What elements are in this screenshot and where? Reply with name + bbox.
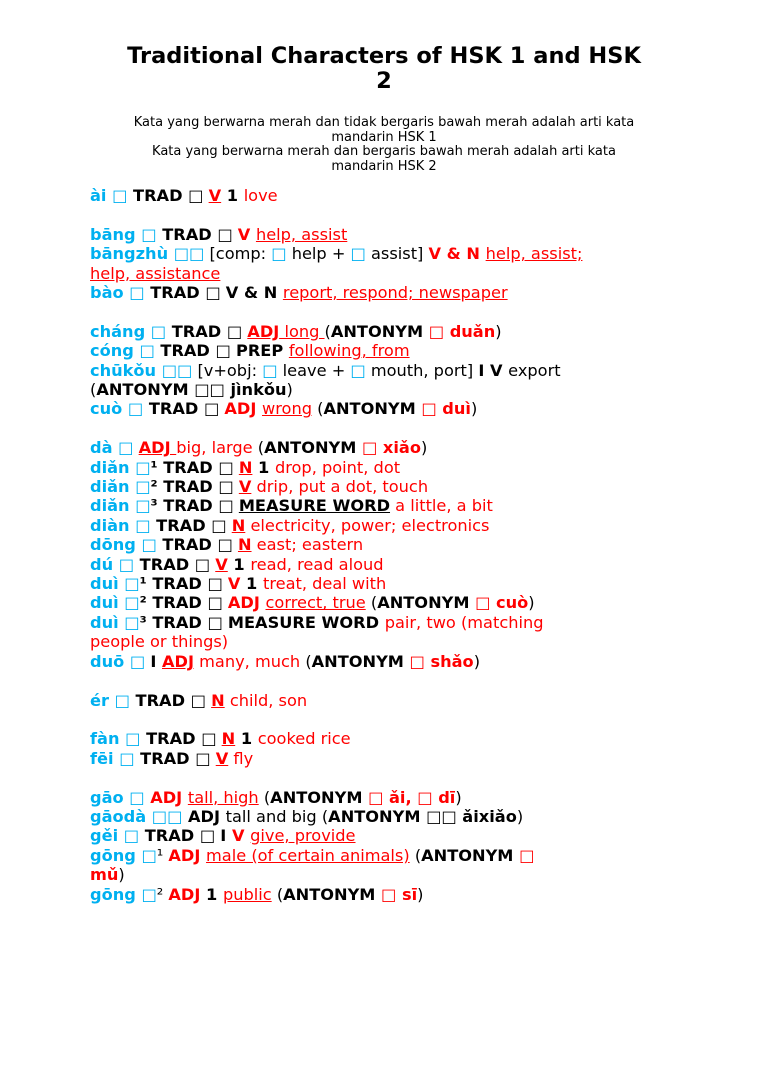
vocab-segment: tall, high	[187, 787, 259, 807]
vocab-segment: diàn	[90, 515, 136, 535]
vocab-segment: gěi	[90, 826, 124, 846]
document-title	[90, 44, 678, 94]
vocab-segment: □	[114, 690, 130, 710]
vocab-segment: people or things)	[90, 632, 229, 652]
vocab-segment: )	[118, 865, 125, 885]
vocab-segment: (	[271, 884, 284, 904]
vocab-segment: male (of certain animals)	[206, 845, 410, 865]
vocab-segment: V	[208, 186, 222, 205]
vocab-line	[90, 652, 678, 671]
vocab-segment: big, large	[176, 438, 258, 458]
vocab-segment: ADJ	[182, 806, 226, 826]
vocab-segment: 1	[252, 457, 275, 477]
vocab-line	[90, 729, 678, 748]
vocab-segment: treat, deal with	[262, 574, 387, 594]
vocab-segment: leave +	[277, 360, 351, 380]
vocab-segment: □	[139, 341, 155, 361]
vocab-segment: □	[141, 535, 157, 555]
vocab-segment: ¹	[156, 845, 169, 865]
vocab-line	[90, 264, 678, 283]
vocab-segment: V	[227, 574, 241, 594]
vocab-line	[90, 593, 678, 612]
vocab-segment: □□ jìnkǒu	[194, 380, 287, 400]
blank-line	[90, 205, 678, 224]
vocab-segment: gāodà	[90, 806, 152, 826]
vocab-segment: report, respond; newspaper	[282, 283, 508, 303]
vocab-segment: □	[201, 729, 222, 749]
vocab-segment: PREP	[235, 341, 289, 361]
vocab-segment: □	[150, 321, 167, 341]
vocab-segment: electricity, power; electronics	[245, 515, 490, 535]
vocab-segment: I	[220, 826, 232, 846]
blank-line	[90, 671, 678, 690]
vocab-segment: ² TRAD	[150, 477, 219, 497]
vocab-segment: )	[417, 884, 424, 904]
vocab-segment: fly	[228, 748, 254, 768]
vocab-segment: ANTONYM	[421, 845, 520, 865]
document-page	[0, 44, 768, 1068]
vocab-segment: V	[231, 826, 251, 846]
vocab-segment: ¹ TRAD	[139, 574, 208, 594]
vocab-segment: ¹ TRAD	[150, 457, 219, 477]
vocab-segment: cooked rice	[257, 729, 351, 749]
vocab-segment: □	[207, 612, 228, 632]
vocab-segment: □	[350, 244, 366, 264]
vocab-segment: ANTONYM	[311, 651, 410, 671]
vocab-segment: duō	[90, 651, 130, 671]
vocab-segment: public	[222, 884, 272, 904]
vocab-segment: □ duǎn	[428, 321, 496, 341]
vocab-line	[90, 283, 678, 302]
vocab-segment: ér	[90, 690, 115, 710]
note-line-2a: Kata yang berwarna merah dan bergaris bawah merah adalah arti kata	[152, 144, 616, 159]
vocab-segment: help +	[286, 244, 351, 264]
vocab-segment: chūkǒu	[90, 360, 162, 380]
vocab-segment: ADJ	[247, 321, 280, 341]
vocab-segment: [v+obj:	[192, 360, 263, 380]
vocab-segment: ANTONYM	[323, 399, 422, 419]
vocab-segment: (	[324, 321, 331, 341]
vocab-line	[90, 826, 678, 845]
vocab-segment: 1	[240, 574, 263, 594]
vocab-line	[90, 885, 678, 904]
vocab-segment: □ cuò	[475, 593, 529, 613]
vocab-segment: east; eastern	[251, 535, 364, 555]
vocab-segment: □	[350, 360, 366, 380]
vocab-segment: gōng	[90, 884, 142, 904]
vocab-segment: bào	[90, 283, 130, 303]
vocab-line	[90, 399, 678, 418]
vocab-segment: N	[237, 535, 252, 555]
vocab-segment: MEASURE WORD	[227, 612, 385, 632]
vocab-segment: [comp:	[204, 244, 272, 264]
vocab-segment: □	[135, 515, 151, 535]
vocab-segment: □	[226, 321, 248, 341]
vocab-segment: a little, a bit	[390, 496, 493, 516]
blank-line	[90, 419, 678, 438]
vocab-segment: V	[238, 477, 252, 497]
vocab-segment: □	[211, 515, 232, 535]
vocab-segment: dà	[90, 438, 119, 458]
vocab-segment: □	[190, 690, 212, 710]
vocab-segment: )	[528, 593, 535, 613]
vocab-segment: ADJ	[162, 651, 194, 671]
vocab-segment: drop, point, dot	[274, 457, 401, 477]
vocab-segment: )	[473, 651, 481, 671]
vocab-segment: dōng	[90, 535, 142, 555]
vocab-segment: ADJ	[227, 593, 266, 613]
vocab-segment: ANTONYM	[330, 321, 429, 341]
vocab-segment: I	[150, 651, 162, 671]
vocab-segment: □	[203, 399, 225, 419]
vocab-segment: give, provide	[250, 826, 356, 846]
vocab-line	[90, 807, 678, 826]
vocab-segment: fēi	[90, 748, 120, 768]
vocab-segment: ANTONYM	[270, 787, 369, 807]
vocab-segment: TRAD	[139, 826, 200, 846]
vocab-segment: following, from	[288, 341, 410, 361]
vocab-segment: TRAD	[150, 515, 212, 535]
vocab-segment: ² TRAD	[139, 593, 208, 613]
vocab-line	[90, 477, 678, 496]
vocab-segment: ADJ	[138, 438, 177, 458]
vocab-line	[90, 322, 678, 341]
title-line-2: 2	[376, 68, 392, 94]
vocab-segment: TRAD	[154, 341, 216, 361]
vocab-segment: ANTONYM	[328, 806, 427, 826]
vocab-segment: 1	[200, 884, 223, 904]
vocab-segment: TRAD	[129, 690, 191, 710]
legend-note	[90, 116, 678, 174]
vocab-segment: diǎn	[90, 457, 136, 477]
vocab-segment: duì	[90, 593, 125, 613]
vocab-segment: □	[141, 224, 157, 244]
vocab-segment: □	[124, 574, 140, 594]
vocab-segment: TRAD	[134, 554, 195, 574]
vocab-segment: □	[129, 651, 151, 671]
vocab-segment: □	[123, 826, 140, 846]
vocab-segment: N	[221, 729, 236, 749]
vocab-segment: □	[519, 845, 535, 865]
vocab-segment: ANTONYM	[283, 884, 382, 904]
vocab-segment: read, read aloud	[250, 554, 384, 574]
blank-line	[90, 768, 678, 787]
vocab-segment: ADJ	[224, 399, 263, 419]
vocab-segment: □□	[161, 360, 193, 380]
vocab-segment: ADJ	[168, 845, 207, 865]
vocab-segment: cóng	[90, 341, 140, 361]
blank-line	[90, 302, 678, 321]
vocab-segment: fàn	[90, 729, 126, 749]
vocab-line	[90, 438, 678, 457]
vocab-segment: □	[135, 477, 151, 497]
vocab-segment: TRAD	[156, 224, 218, 244]
vocab-segment: )	[516, 806, 524, 826]
vocab-segment: □	[217, 224, 238, 244]
vocab-segment: □	[218, 496, 239, 516]
vocab-line	[90, 865, 678, 884]
vocab-segment: □	[218, 457, 239, 477]
vocab-segment: )	[420, 438, 428, 458]
vocab-segment: pair, two (matching	[384, 612, 544, 632]
vocab-segment: bāngzhù	[90, 244, 174, 264]
vocab-segment: □	[199, 826, 221, 846]
vocab-segment: □	[118, 438, 139, 458]
vocab-segment: diǎn	[90, 496, 136, 516]
vocab-segment: □ shǎo	[409, 651, 474, 671]
vocab-segment: MEASURE WORD	[238, 496, 391, 516]
vocab-segment: ³ TRAD	[139, 612, 208, 632]
vocab-segment: love	[243, 186, 278, 205]
vocab-segment: (	[321, 806, 329, 826]
blank-line	[90, 710, 678, 729]
vocab-line	[90, 846, 678, 865]
vocab-segment: (	[305, 651, 312, 671]
vocab-segment: V	[215, 554, 228, 574]
vocab-segment: □	[129, 787, 145, 807]
note-line-1a: Kata yang berwarna merah dan tidak bergaris bawah merah adalah arti kata	[133, 115, 635, 130]
vocab-segment: □	[135, 457, 151, 477]
vocab-segment: V & N	[428, 244, 486, 264]
vocab-line	[90, 361, 678, 380]
vocab-segment: N	[211, 690, 225, 710]
vocab-segment: □□	[151, 806, 183, 826]
vocab-line	[90, 788, 678, 807]
vocab-segment: assist]	[365, 244, 429, 264]
vocab-segment: □ xiǎo	[361, 438, 421, 458]
vocab-line	[90, 632, 678, 651]
vocab-segment: ³ TRAD	[150, 496, 219, 516]
vocab-segment: □	[127, 399, 144, 419]
vocab-segment: mǔ	[90, 865, 119, 885]
vocab-line	[90, 380, 678, 399]
vocab-segment: help, assist	[255, 224, 348, 244]
vocab-segment: □	[195, 748, 216, 768]
vocab-segment: ADJ	[144, 787, 188, 807]
vocab-segment: (	[257, 438, 265, 458]
vocab-segment: dú	[90, 554, 119, 574]
vocab-line	[90, 574, 678, 593]
vocab-segment: □	[271, 244, 287, 264]
vocab-segment: TRAD	[143, 399, 204, 419]
vocab-segment: □	[188, 186, 209, 205]
vocab-segment: TRAD	[140, 729, 202, 749]
vocab-segment: (	[312, 399, 324, 419]
vocab-segment: □ sī	[381, 884, 418, 904]
vocab-segment: duì	[90, 574, 125, 594]
vocab-segment: diǎn	[90, 477, 136, 497]
vocab-segment: many, much	[194, 651, 306, 671]
vocab-segment: □	[207, 574, 228, 594]
vocab-segment: 1	[227, 554, 251, 574]
vocab-segment: gōng	[90, 845, 142, 865]
vocabulary-list	[90, 186, 678, 904]
vocab-segment: help, assistance	[90, 263, 221, 283]
vocab-segment: □ ǎi, □ dī	[368, 787, 456, 807]
vocab-segment: □	[141, 845, 157, 865]
vocab-line	[90, 496, 678, 515]
vocab-segment: ADJ	[168, 884, 201, 904]
vocab-segment: gāo	[90, 787, 130, 807]
vocab-segment: cháng	[90, 321, 151, 341]
vocab-segment: ANTONYM	[96, 380, 195, 400]
vocab-segment: ài	[90, 186, 113, 205]
vocab-segment: drip, put a dot, touch	[251, 477, 429, 497]
vocab-segment: (	[90, 380, 97, 400]
vocab-segment: cuò	[90, 399, 128, 419]
vocab-segment: export	[508, 360, 561, 380]
vocab-segment: I V	[478, 360, 509, 380]
vocab-segment: )	[470, 399, 478, 419]
vocab-segment: ANTONYM	[264, 438, 362, 458]
vocab-segment: □	[194, 554, 216, 574]
vocab-segment: mouth, port]	[365, 360, 479, 380]
vocab-segment: help, assist;	[485, 244, 583, 264]
vocab-line	[90, 244, 678, 263]
vocab-segment: V	[237, 224, 256, 244]
vocab-segment: □	[118, 554, 135, 574]
vocab-line	[90, 341, 678, 360]
vocab-segment: V	[215, 748, 229, 768]
vocab-segment: V & N	[225, 283, 283, 303]
vocab-segment: □	[124, 593, 140, 613]
vocab-segment: □□ ǎixiǎo	[426, 806, 517, 826]
vocab-line	[90, 186, 678, 205]
vocab-segment: □	[141, 884, 157, 904]
vocab-segment: )	[495, 321, 502, 341]
vocab-segment: N	[231, 515, 246, 535]
vocab-segment: bāng	[90, 224, 142, 244]
vocab-segment: TRAD	[156, 535, 218, 555]
vocab-segment: (	[365, 593, 378, 613]
vocab-segment: tall and big	[225, 806, 322, 826]
note-line-2b: mandarin HSK 2	[331, 158, 437, 174]
vocab-segment: ANTONYM	[377, 593, 476, 613]
vocab-segment: N	[238, 457, 253, 477]
vocab-segment: child, son	[224, 690, 308, 710]
vocab-segment: 1	[221, 186, 244, 205]
vocab-segment: TRAD	[144, 283, 206, 303]
vocab-segment: □ duì	[421, 399, 471, 419]
vocab-segment: □	[218, 477, 239, 497]
vocab-segment: 1	[235, 729, 258, 749]
vocab-segment: )	[286, 380, 293, 400]
vocab-segment: (	[258, 787, 271, 807]
vocab-segment: □□	[173, 244, 205, 264]
vocab-segment: □	[112, 186, 128, 205]
vocab-segment: □	[125, 729, 141, 749]
vocab-line	[90, 458, 678, 477]
title-line-1: Traditional Characters of HSK 1 and HSK	[127, 43, 641, 69]
vocab-line	[90, 749, 678, 768]
vocab-segment: □	[129, 283, 145, 303]
vocab-segment: □	[215, 341, 236, 361]
vocab-line	[90, 535, 678, 554]
vocab-segment: duì	[90, 612, 125, 632]
vocab-segment: □	[217, 535, 238, 555]
vocab-line	[90, 516, 678, 535]
vocab-segment: ²	[156, 884, 169, 904]
vocab-segment: (	[409, 845, 422, 865]
vocab-segment: TRAD	[134, 748, 196, 768]
vocab-segment: □	[124, 612, 140, 632]
note-line-1b: mandarin HSK 1	[331, 129, 437, 145]
vocab-segment: TRAD	[166, 321, 227, 341]
vocab-segment: □	[119, 748, 135, 768]
vocab-segment: □	[207, 593, 228, 613]
vocab-line	[90, 613, 678, 632]
vocab-segment: □	[205, 283, 226, 303]
vocab-line	[90, 691, 678, 710]
vocab-segment: correct, true	[265, 593, 366, 613]
vocab-segment: long	[279, 321, 325, 341]
vocab-segment: □	[262, 360, 278, 380]
vocab-line	[90, 555, 678, 574]
vocab-line	[90, 225, 678, 244]
vocab-segment: wrong	[262, 399, 312, 419]
vocab-segment: TRAD	[127, 186, 189, 205]
vocab-segment: )	[455, 787, 462, 807]
vocab-segment: □	[135, 496, 151, 516]
